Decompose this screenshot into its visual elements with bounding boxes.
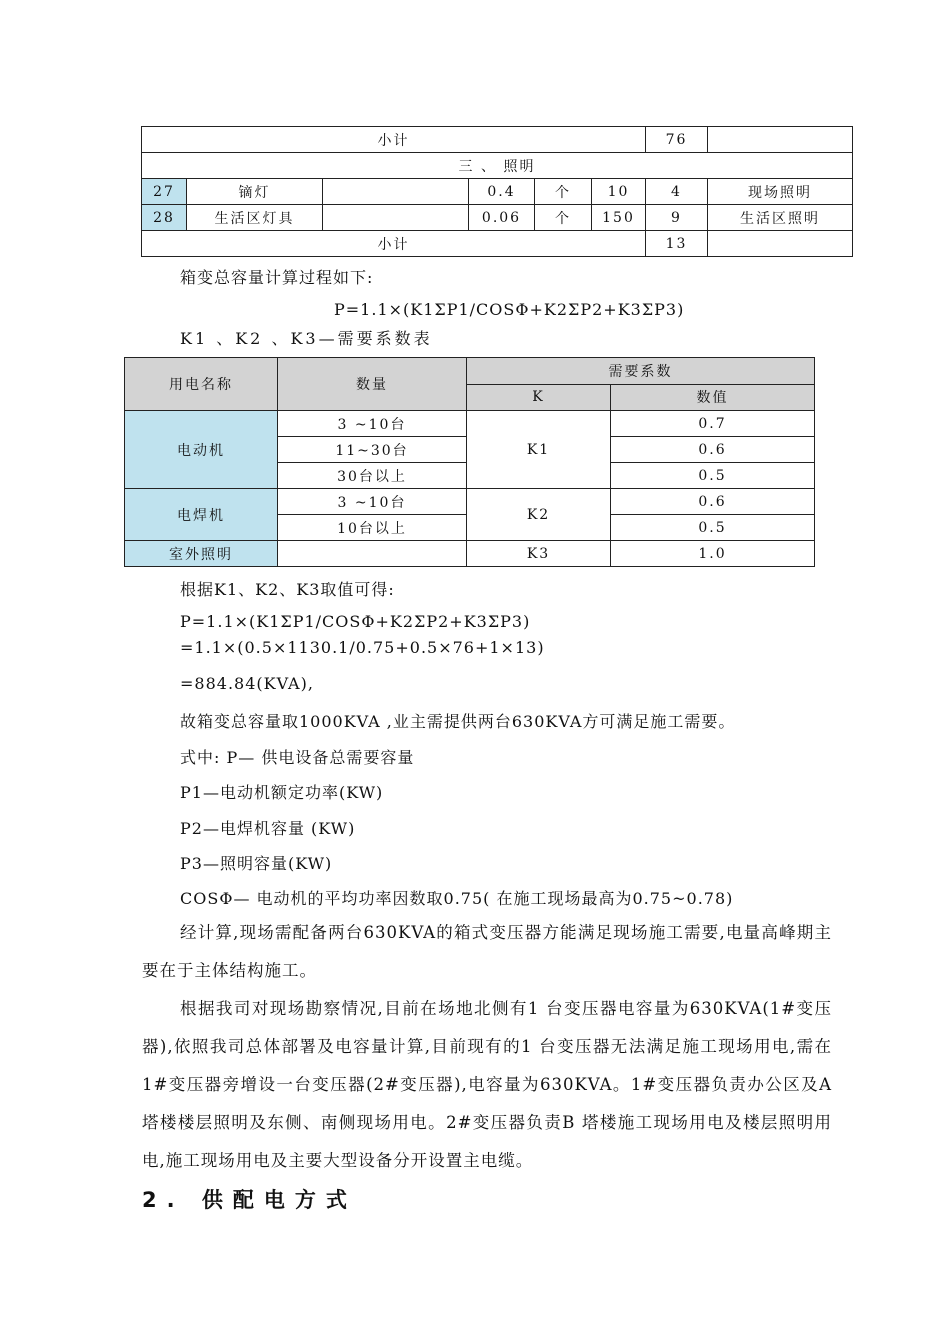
equipment-spec (323, 205, 469, 231)
coef-table-title: K1 、K2 、K3—需要系数表 (180, 329, 433, 348)
paragraph-transformer: 根据我司对现场勘察情况,目前在场地北侧有1 台变压器电容量为630KVA(1#变压器),依照我司总体部署及电容量计算,目前现有的1 台变压器无法满足施工现场用电,需在1#变压器旁增设一台变压器(2#变压器),电容量为630KVA。1#变压器负责办公区及A 塔楼楼层照明及东侧、南侧现场用电。2#变压器负责B 塔楼施工现场用电及楼层照明用电,施工现场用电及主要大型设备分开设置主电缆。 (142, 999, 832, 1170)
coef-value: 0.6 (611, 437, 815, 463)
total-power: 4 (646, 179, 708, 205)
section-header: 三 、 照明 (142, 153, 853, 179)
header-coefficient: 需要系数 (467, 358, 815, 385)
row-number: 28 (142, 205, 187, 231)
subtotal-label: 小计 (142, 127, 646, 153)
unit-power: 0.06 (469, 205, 535, 231)
table-row (125, 411, 815, 437)
table-row (125, 489, 815, 515)
unit-power: 0.4 (469, 179, 535, 205)
k-values-intro: 根据K1、K2、K3取值可得: (180, 580, 395, 599)
equipment-spec (323, 179, 469, 205)
definition-p2: P2—电焊机容量 (KW) (180, 819, 356, 838)
coef-value: 0.6 (611, 489, 815, 515)
calc-intro: 箱变总容量计算过程如下: (180, 268, 374, 287)
quantity-range: 11~30台 (278, 437, 467, 463)
quantity-range: 3 ~10台 (278, 411, 467, 437)
load-table (141, 126, 853, 257)
coefficient-table (124, 357, 815, 567)
total-power: 9 (646, 205, 708, 231)
category-welder: 电焊机 (125, 489, 278, 541)
definition-cos: COSΦ— 电动机的平均功率因数取0.75( 在施工现场最高为0.75~0.78) (180, 889, 734, 908)
quantity: 10 (592, 179, 646, 205)
formula-main: P=1.1×(K1ΣP1/COSΦ+K2ΣP2+K3ΣP3) (334, 300, 685, 319)
formula-repeat: P=1.1×(K1ΣP1/COSΦ+K2ΣP2+K3ΣP3) (180, 612, 531, 631)
capacity-conclusion: 故箱变总容量取1000KVA ,业主需提供两台630KVA方可满足施工需要。 (180, 712, 736, 731)
table-row (142, 179, 853, 205)
unit: 个 (535, 205, 592, 231)
coef-value: 1.0 (611, 541, 815, 567)
definition-p: 式中: P— 供电设备总需要容量 (180, 748, 415, 767)
formula-result: =884.84(KVA), (180, 674, 314, 693)
formula-substituted: =1.1×(0.5×1130.1/0.75+0.5×76+1×13) (180, 638, 545, 657)
header-k: K (467, 384, 611, 411)
definition-p3: P3—照明容量(KW) (180, 854, 333, 873)
table-row (125, 541, 815, 567)
note: 现场照明 (708, 179, 853, 205)
table-row (142, 127, 853, 153)
coef-value: 0.5 (611, 515, 815, 541)
quantity-range: 30台以上 (278, 463, 467, 489)
k-symbol: K1 (467, 411, 611, 489)
row-number: 27 (142, 179, 187, 205)
equipment-name: 镝灯 (187, 179, 323, 205)
note: 生活区照明 (708, 205, 853, 231)
definition-p1: P1—电动机额定功率(KW) (180, 783, 384, 802)
category-outdoor-light: 室外照明 (125, 541, 278, 567)
header-value: 数值 (611, 384, 815, 411)
table-row (142, 231, 853, 257)
header-name: 用电名称 (125, 358, 278, 411)
section-heading: 2. 供配电方式 (142, 1188, 357, 1212)
quantity-range: 3 ~10台 (278, 489, 467, 515)
subtotal-value: 13 (646, 231, 708, 257)
paragraph-summary: 经计算,现场需配备两台630KVA的箱式变压器方能满足现场施工需要,电量高峰期主要在于主体结构施工。 (142, 923, 832, 980)
subtotal-value: 76 (646, 127, 708, 153)
quantity-range (278, 541, 467, 567)
category-motor: 电动机 (125, 411, 278, 489)
coef-value: 0.5 (611, 463, 815, 489)
table-row (142, 205, 853, 231)
coef-value: 0.7 (611, 411, 815, 437)
equipment-name: 生活区灯具 (187, 205, 323, 231)
k-symbol: K2 (467, 489, 611, 541)
header-quantity: 数量 (278, 358, 467, 411)
table-row (142, 153, 853, 179)
quantity-range: 10台以上 (278, 515, 467, 541)
k-symbol: K3 (467, 541, 611, 567)
subtotal-label: 小计 (142, 231, 646, 257)
unit: 个 (535, 179, 592, 205)
quantity: 150 (592, 205, 646, 231)
